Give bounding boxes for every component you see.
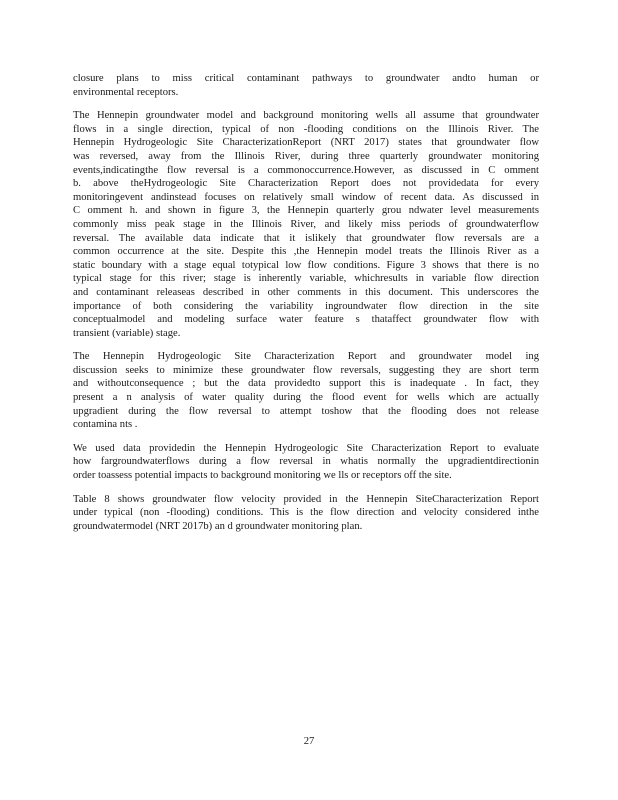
- text-line: common occurrence at the site. Despite this ,the Hennepin model treats the Illinois River as a: [73, 246, 539, 258]
- text-line: present a n analysis of water quality during the flood event for wells which are actually: [73, 392, 539, 404]
- text-line: transient (variable) stage.: [73, 327, 181, 339]
- text-line: b. above theHydrogeologic Site Characterization Report does not providedata for every: [73, 178, 539, 190]
- text-line: The Hennepin groundwater model and background monitoring wells all assume that groundwater: [73, 110, 539, 122]
- text-line: static boundary with a stage equal totypical low flow conditions. Figure 3 shows that there is no: [73, 259, 539, 271]
- text-line: upgradient during the flow reversal to attempt toshow that the flooding does not release: [73, 405, 539, 417]
- text-line: groundwatermodel (NRT 2017b) an d groundwater monitoring plan.: [73, 520, 363, 532]
- paragraph-flow-reversals: [73, 350, 539, 432]
- body-text: [73, 72, 539, 543]
- page-number: 27: [303, 736, 315, 747]
- text-line: The Hennepin Hydrogeologic Site Characterization Report and groundwater model ing: [73, 351, 539, 363]
- text-line: Table 8 shows groundwater flow velocity provided in the Hennepin SiteCharacterization Report: [73, 493, 539, 505]
- text-line: typical stage for this river; stage is inherently variable, whichresults in variable flow direction: [73, 273, 539, 285]
- text-line: importance of both considering the variability ingroundwater flow direction in the site: [73, 300, 539, 312]
- text-line: contamina nts .: [73, 419, 138, 431]
- text-line: flows in a single direction, typical of non -flooding conditions on the Illinois River. The: [73, 123, 539, 135]
- text-line: order toassess potential impacts to background monitoring we lls or receptors off the site.: [73, 470, 452, 482]
- text-line: was reversed, away from the Illinois River, during three quarterly groundwater monitoring: [73, 150, 539, 162]
- text-line: We used data providedin the Hennepin Hydrogeologic Site Characterization Report to evaluate: [73, 442, 539, 454]
- text-line: C omment h. and shown in figure 3, the Hennepin quarterly grou ndwater level measurements: [73, 205, 539, 217]
- text-line: monitoringevent andinstead focuses on relatively small window of recent data. As discussed in: [73, 191, 539, 203]
- text-line: events,indicatingthe flow reversal is a commonoccurrence.However, as discussed in C omment: [73, 164, 539, 176]
- text-line: discussion seeks to minimize these groundwater flow reversals, suggesting they are short term: [73, 364, 539, 376]
- text-line: commonly miss peak stage in the Illinois River, and likely miss periods of groundwaterflow: [73, 218, 539, 230]
- paragraph-groundwater-model: [73, 109, 539, 340]
- paragraph-table-8: [73, 493, 539, 534]
- text-line: conceptualmodel and modeling surface water feature s thataffect groundwater flow with: [73, 314, 539, 326]
- text-line: Hennepin Hydrogeologic Site CharacterizationReport (NRT 2017) states that groundwater flow: [73, 137, 539, 149]
- paragraph-closure-plans: [73, 72, 539, 99]
- text-line: and withoutconsequence ; but the data providedto support this is inadequate . In fact, they: [73, 378, 539, 390]
- text-line: how fargroundwaterflows during a flow reversal in whatis normally the upgradientdirectionin: [73, 456, 539, 468]
- text-line: reversal. The available data indicate that it islikely that groundwater flow reversals are a: [73, 232, 539, 244]
- text-line: and contaminant releaseas described in other comments in this document. This underscores the: [73, 286, 539, 298]
- text-line: closure plans to miss critical contaminant pathways to groundwater andto human or: [73, 73, 539, 84]
- text-line: environmental receptors.: [73, 86, 179, 98]
- text-line: under typical (non -flooding) conditions. This is the flow direction and velocity considered inthe: [73, 507, 539, 519]
- paragraph-data-evaluation: [73, 442, 539, 483]
